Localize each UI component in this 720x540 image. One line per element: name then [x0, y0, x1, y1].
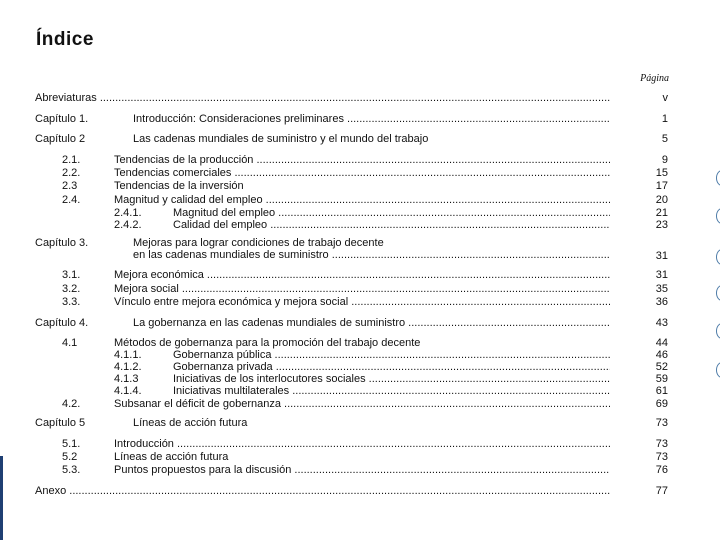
toc-entry-text: Anexo ..... [35, 485, 610, 498]
toc-entry-2-4-2[interactable] [114, 219, 610, 232]
toc-entry-number: 2.4.1. [114, 207, 142, 219]
toc-entry-text: Magnitud y calidad del empleo ..... [114, 194, 610, 207]
toc-entry-page: 43 [655, 317, 668, 329]
toc-entry-page: 73 [655, 417, 668, 429]
toc-entry-2-3[interactable] [62, 180, 610, 193]
toc-entry-page: 35 [655, 283, 668, 295]
left-edge-bar [0, 456, 3, 540]
toc-entry-text: Iniciativas multilaterales ..... [173, 385, 610, 398]
toc-entry-text: Tendencias comerciales ..... [114, 167, 610, 180]
toc-entry-number: 3.1. [62, 269, 81, 281]
toc-entry-3-3[interactable] [62, 296, 610, 309]
toc-entry-text: Gobernanza pública ..... [173, 349, 610, 362]
toc-entry-text: Puntos propuestos para la discusión ..... [114, 464, 610, 477]
toc-entry-text: Vínculo entre mejora económica y mejora social ..... [114, 296, 610, 309]
toc-entry-number: 4.1.2. [114, 361, 142, 373]
toc-entry-number: 5.1. [62, 438, 81, 450]
toc-entry-number: Capítulo 1. [35, 113, 89, 125]
toc-entry-text: Métodos de gobernanza para la promoción del trabajo decente [114, 337, 421, 349]
page-column-header: Página [640, 73, 669, 84]
toc-entry-text: Subsanar el déficit de gobernanza ..... [114, 398, 610, 411]
toc-entry-page: 9 [661, 154, 668, 166]
toc-entry-number: 2.4.2. [114, 219, 142, 231]
toc-entry-text: Calidad del empleo ..... [173, 219, 610, 232]
toc-entry-4-2[interactable] [62, 398, 610, 411]
toc-entry-number: 3.3. [62, 296, 81, 308]
toc-entry-text: Mejoras para lograr condiciones de trabajo decente [133, 237, 384, 249]
toc-entry-page: 31 [655, 250, 668, 262]
toc-entry-page: 5 [661, 133, 668, 145]
toc-entry-page: 23 [655, 219, 668, 231]
toc-entry-capitulo-5[interactable] [35, 417, 610, 430]
toc-entry-page: 15 [655, 167, 668, 179]
toc-entry-number: 2.1. [62, 154, 81, 166]
toc-entry-number: Capítulo 5 [35, 417, 86, 429]
toc-entry-capitulo-3-cont[interactable] [35, 249, 610, 262]
toc-entry-capitulo-1[interactable] [35, 113, 610, 126]
toc-entry-text: Las cadenas mundiales de suministro y el mundo del trabajo [133, 133, 429, 145]
toc-entry-5-3[interactable] [62, 464, 610, 477]
toc-entry-page: 46 [655, 349, 668, 361]
toc-entry-number: Capítulo 2 [35, 133, 86, 145]
toc-entry-page: 76 [655, 464, 668, 476]
toc-entry-3-1[interactable] [62, 269, 610, 282]
toc-entry-capitulo-4[interactable] [35, 317, 610, 330]
toc-entry-text: Líneas de acción futura [133, 417, 248, 429]
toc-entry-number: Capítulo 3. [35, 237, 89, 249]
toc-entry-page: 1 [661, 113, 668, 125]
toc-entry-5-1[interactable] [62, 438, 610, 451]
toc-entry-page: 31 [655, 269, 668, 281]
toc-entry-2-1[interactable] [62, 154, 610, 167]
toc-entry-page: 73 [655, 451, 668, 463]
toc-entry-text: Introducción: Consideraciones preliminares ..... [133, 113, 610, 126]
toc-entry-number: 4.1 [62, 337, 78, 349]
toc-entry-number: Capítulo 4. [35, 317, 89, 329]
toc-entry-text: Mejora económica ..... [114, 269, 610, 282]
toc-entry-number: 2.3 [62, 180, 78, 192]
toc-entry-number: 4.1.3 [114, 373, 139, 385]
toc-entry-anexo[interactable] [35, 485, 610, 498]
page-title: Índice [36, 29, 94, 50]
toc-entry-capitulo-2[interactable] [35, 133, 610, 146]
toc-entry-5-2[interactable] [62, 451, 610, 464]
toc-entry-page: 59 [655, 373, 668, 385]
toc-entry-text: Introducción ..... [114, 438, 610, 451]
toc-entry-number: 3.2. [62, 283, 81, 295]
toc-entry-text: Tendencias de la producción ..... [114, 154, 610, 167]
toc-entry-text: La gobernanza en las cadenas mundiales de suministro ..... [133, 317, 610, 330]
toc-entry-page: 36 [655, 296, 668, 308]
toc-entry-page: 21 [655, 207, 668, 219]
toc-entry-page: 77 [655, 485, 668, 497]
toc-entry-text: Tendencias de la inversión [114, 180, 244, 192]
toc-entry-page: 52 [655, 361, 668, 373]
toc-entry-text: Abreviaturas ..... [35, 92, 610, 105]
toc-entry-text: en las cadenas mundiales de suministro ..... [133, 249, 610, 262]
toc-entry-number: 4.2. [62, 398, 81, 410]
toc-entry-number: 4.1.1. [114, 349, 142, 361]
toc-entry-number: 5.2 [62, 451, 78, 463]
toc-entry-text: Mejora social ..... [114, 283, 610, 296]
toc-entry-text: Iniciativas de los interlocutores sociales ..... [173, 373, 610, 386]
toc-entry-number: 5.3. [62, 464, 81, 476]
toc-entry-2-2[interactable] [62, 167, 610, 180]
toc-entry-page: 44 [655, 337, 668, 349]
toc-entry-number: 2.4. [62, 194, 81, 206]
toc-entry-page: v [662, 92, 668, 104]
toc-entry-4-1-4[interactable] [114, 385, 610, 398]
toc-entry-page: 73 [655, 438, 668, 450]
toc-entry-page: 69 [655, 398, 668, 410]
toc-entry-number: 4.1.4. [114, 385, 142, 397]
toc-entry-2-4[interactable] [62, 194, 610, 207]
toc-entry-text: Líneas de acción futura [114, 451, 229, 463]
toc-entry-page: 61 [655, 385, 668, 397]
toc-entry-number: 2.2. [62, 167, 81, 179]
toc-entry-text: Gobernanza privada ..... [173, 361, 610, 374]
toc-entry-text: Magnitud del empleo ..... [173, 207, 610, 220]
toc-entry-page: 17 [655, 180, 668, 192]
toc-entry-3-2[interactable] [62, 283, 610, 296]
toc-entry-page: 20 [655, 194, 668, 206]
toc-entry-abreviaturas[interactable] [35, 92, 610, 105]
